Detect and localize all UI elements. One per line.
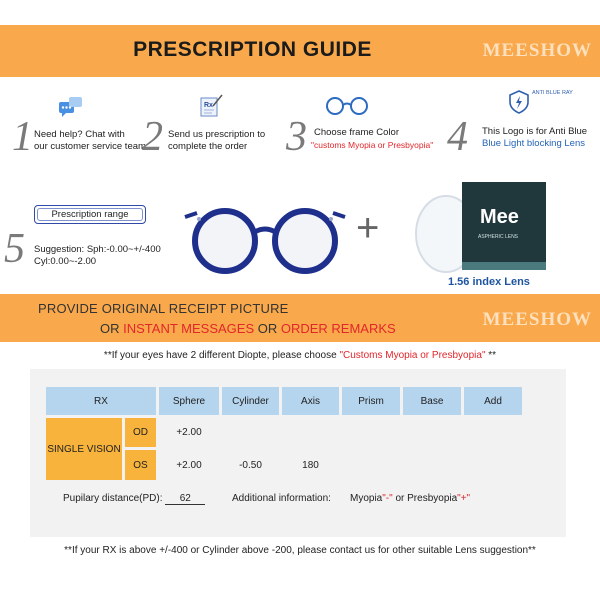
receipt-banner-line2: OR INSTANT MESSAGES OR ORDER REMARKS — [100, 321, 396, 336]
table-header-add: Add — [464, 387, 522, 415]
svg-text:Rx: Rx — [204, 102, 213, 109]
single-vision-label: SINGLE VISION — [46, 418, 122, 480]
pd-label: Pupilary distance(PD): — [63, 493, 163, 504]
step-number-3: 3 — [286, 114, 307, 160]
step-5-text — [34, 244, 161, 268]
table-header-base: Base — [403, 387, 461, 415]
brand-watermark-2: MEESHOW — [482, 309, 592, 330]
step-3-line1: Choose frame Color — [314, 127, 400, 138]
step-5-line2: Cyl:0.00~-2.00 — [34, 256, 97, 267]
table-header-rx: RX — [46, 387, 156, 415]
lens-box-text: ASPHERIC LENS — [478, 234, 519, 240]
rx-table-card — [30, 369, 566, 537]
step-2-line2: complete the order — [168, 141, 248, 152]
step-number-4: 4 — [447, 114, 468, 160]
pd-value: 62 — [165, 493, 205, 505]
lens-caption: 1.56 index Lens — [448, 276, 530, 288]
table-header-sphere: Sphere — [159, 387, 219, 415]
step-4-line2: Blue Light blocking Lens — [482, 138, 585, 149]
step-5-line1: Suggestion: Sph:-0.00~+/-400 — [34, 244, 161, 255]
step-2-text — [168, 129, 265, 153]
chat-bubbles-icon — [58, 96, 84, 123]
os-axis-value: 180 — [302, 459, 319, 471]
footer-note: **If your RX is above +/-400 or Cylinder above -200, please contact us for other suitable Lens suggestion** — [64, 545, 536, 556]
anti-blue-ray-shield-icon — [509, 90, 529, 119]
receipt-banner — [0, 294, 600, 342]
pupillary-distance — [63, 493, 205, 505]
additional-information-label: Additional information: — [232, 493, 331, 504]
od-sphere-value: +2.00 — [176, 427, 202, 438]
lens-box-image — [462, 182, 546, 270]
eye-od-label: OD — [125, 418, 156, 447]
diopter-note: **If your eyes have 2 different Diopte, please choose "Customs Myopia or Presbyopia" ** — [103, 350, 497, 361]
step-2-line1: Send us prescription to — [168, 129, 266, 140]
brand-watermark: MEESHOW — [482, 40, 592, 61]
step-1-line1: Need help? Chat with — [34, 129, 125, 140]
page-title: PRESCRIPTION GUIDE — [133, 38, 372, 61]
table-header-axis: Axis — [282, 387, 339, 415]
prescription-range-label: Prescription range — [34, 205, 146, 224]
eyeglasses-frame-image — [183, 205, 347, 282]
step-number-5: 5 — [4, 226, 25, 272]
glasses-icon — [324, 97, 370, 120]
step-number-2: 2 — [142, 114, 163, 160]
step-1-text — [34, 129, 146, 153]
step-4-line1: This Logo is for Anti Blue — [482, 126, 588, 137]
anti-blue-ray-badge: ANTI BLUE RAY — [532, 90, 573, 96]
step-4-text — [482, 126, 587, 150]
table-header-cylinder: Cylinder — [222, 387, 279, 415]
step-3-text — [311, 127, 433, 151]
step-3-line2: "customs Myopia or Presbyopia" — [311, 140, 434, 150]
lens-box-logo: Mee — [480, 206, 519, 228]
myopia-presbyopia-hint: Myopia"-" or Presbyopia"+" — [350, 493, 471, 504]
step-1-line2: our customer service team — [34, 141, 146, 152]
table-header-prism: Prism — [342, 387, 400, 415]
os-cylinder-value: -0.50 — [239, 459, 262, 471]
od-axis-value — [282, 418, 339, 447]
eye-os-label: OS — [125, 450, 156, 480]
rx-document-icon — [198, 94, 224, 123]
od-cylinder-value — [222, 418, 279, 447]
plus-sign: + — [356, 206, 380, 250]
os-sphere-value: +2.00 — [176, 459, 202, 471]
step-number-1: 1 — [12, 114, 33, 160]
receipt-banner-line1: PROVIDE ORIGINAL RECEIPT PICTURE — [38, 301, 289, 316]
guide-banner — [0, 25, 600, 77]
